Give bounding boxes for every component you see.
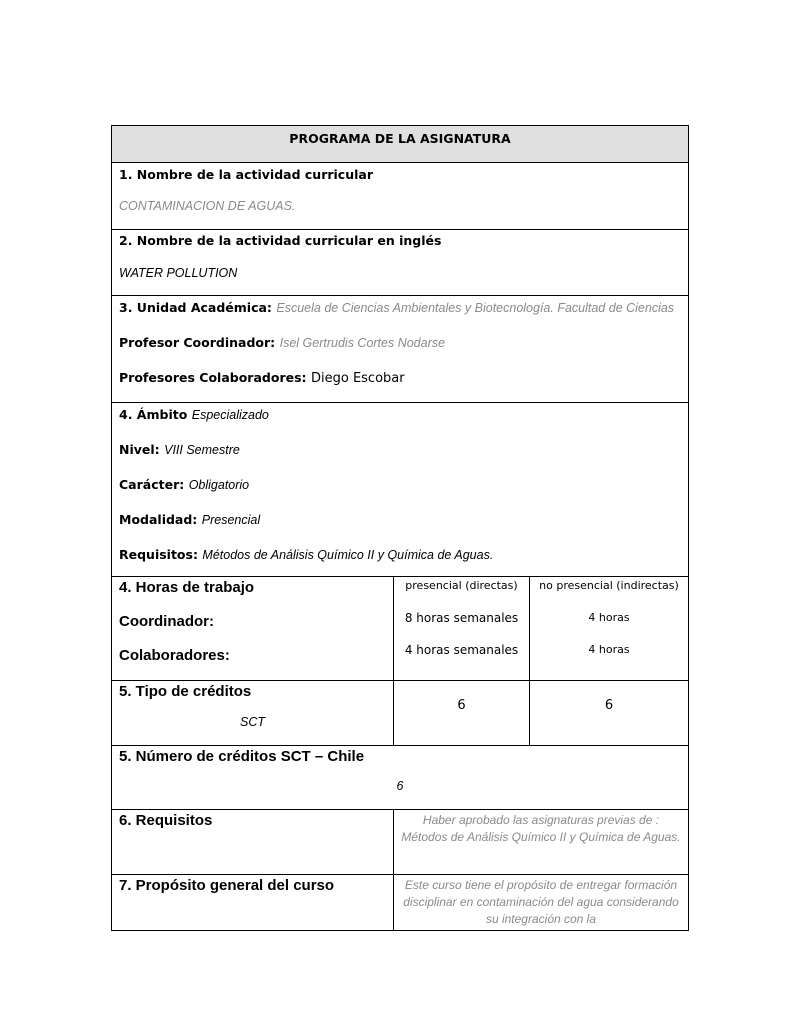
- row-requisitos: [112, 809, 688, 874]
- numero-creditos-label: 5. Número de créditos SCT – Chile: [119, 748, 365, 765]
- no-presencial-column: [529, 577, 688, 680]
- tipo-creditos-presencial-cell: [393, 681, 529, 745]
- tipo-creditos-labels: [112, 681, 393, 745]
- coord-no-presencial: 4 horas: [588, 611, 630, 624]
- no-presencial-header: no presencial (indirectas): [539, 579, 679, 592]
- tipo-creditos-no-presencial: 6: [604, 698, 614, 713]
- tipo-creditos-label: 5. Tipo de créditos: [119, 683, 252, 700]
- ambito-label: 4. Ámbito: [119, 407, 188, 422]
- colab-no-presencial: 4 horas: [588, 643, 630, 656]
- horas-colaboradores-label: Colaboradores:: [119, 647, 230, 664]
- proposito-value: Este curso tiene el propósito de entregar formación disciplinar en contaminación del agua considerando su integración con la: [403, 878, 679, 926]
- presencial-header: presencial (directas): [405, 579, 518, 592]
- page-title: PROGRAMA DE LA ASIGNATURA: [289, 131, 511, 146]
- tipo-creditos-no-presencial-cell: [529, 681, 688, 745]
- horas-coordinador-label: Coordinador:: [119, 613, 214, 630]
- row-horas: [112, 576, 688, 680]
- tipo-creditos-presencial: 6: [457, 698, 466, 713]
- nivel-value: VIII Semestre: [164, 443, 240, 457]
- nivel-line: [119, 441, 240, 459]
- requisitos-section-label: 6. Requisitos: [119, 812, 213, 829]
- coord-presencial: 8 horas semanales: [404, 611, 519, 625]
- proposito-label: 7. Propósito general del curso: [119, 877, 335, 894]
- colaboradores-line: [119, 369, 405, 387]
- table-header: [112, 126, 688, 162]
- requisitos-label-cell: [112, 810, 393, 874]
- modalidad-label: Modalidad:: [119, 512, 198, 527]
- modalidad-line: [119, 511, 260, 529]
- nivel-label: Nivel:: [119, 442, 160, 457]
- unidad-label: 3. Unidad Académica:: [119, 300, 272, 315]
- ambito-value: Especializado: [191, 408, 269, 422]
- requisitos-line: [119, 546, 493, 564]
- requisitos-section-value: Haber aprobado las asignaturas previas de : Métodos de Análisis Químico II y Química de Aguas.: [401, 813, 681, 844]
- horas-labels: [112, 577, 393, 680]
- coordinador-value: Isel Gertrudis Cortes Nodarse: [279, 336, 445, 350]
- coordinador-line: [119, 334, 445, 352]
- row-tipo-creditos: [112, 680, 688, 745]
- requisitos-value: Métodos de Análisis Químico II y Química de Aguas.: [202, 548, 494, 562]
- unidad-line: [119, 299, 674, 317]
- modalidad-value: Presencial: [201, 513, 261, 527]
- requisitos-label: Requisitos:: [119, 547, 198, 562]
- coordinador-label: Profesor Coordinador:: [119, 335, 276, 350]
- unidad-value: Escuela de Ciencias Ambientales y Biotecnología. Facultad de Ciencias: [276, 301, 675, 315]
- colab-presencial: 4 horas semanales: [404, 643, 519, 657]
- row-unidad: [112, 295, 688, 402]
- caracter-label: Carácter:: [119, 477, 185, 492]
- tipo-creditos-value: SCT: [240, 715, 265, 729]
- proposito-value-cell: [393, 875, 688, 930]
- row-proposito: [112, 874, 688, 930]
- caracter-line: [119, 476, 249, 494]
- ambito-line: [119, 406, 269, 424]
- numero-creditos-value: 6: [396, 779, 404, 793]
- program-table: [111, 125, 689, 931]
- caracter-value: Obligatorio: [188, 478, 250, 492]
- colaboradores-value: Diego Escobar: [310, 371, 405, 386]
- row-ambito: [112, 402, 688, 576]
- colaboradores-label: Profesores Colaboradores:: [119, 370, 307, 385]
- row-nombre: [112, 162, 688, 229]
- requisitos-value-cell: [393, 810, 688, 874]
- proposito-label-cell: [112, 875, 393, 930]
- nombre-ingles-label: 2. Nombre de la actividad curricular en inglés: [119, 233, 442, 248]
- horas-label: 4. Horas de trabajo: [119, 579, 255, 596]
- nombre-ingles-value: WATER POLLUTION: [119, 266, 238, 280]
- nombre-label: 1. Nombre de la actividad curricular: [119, 167, 373, 182]
- presencial-column: [393, 577, 529, 680]
- row-numero-creditos: [112, 745, 688, 809]
- row-nombre-ingles: [112, 229, 688, 295]
- nombre-value: CONTAMINACION DE AGUAS.: [119, 199, 296, 213]
